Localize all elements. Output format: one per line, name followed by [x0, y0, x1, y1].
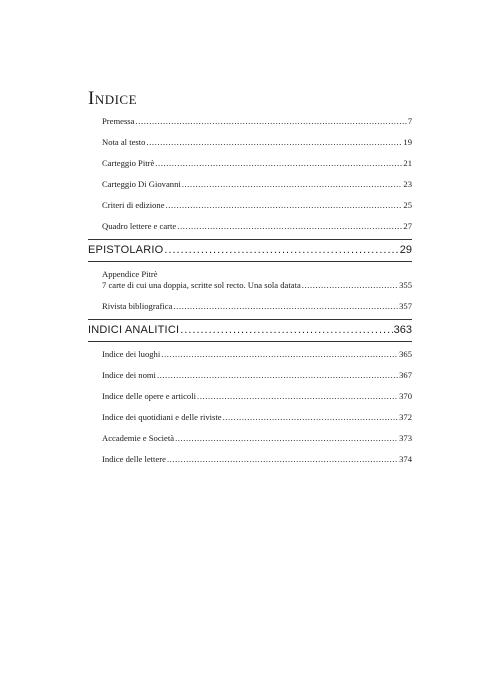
toc-section-page: 29: [399, 244, 412, 256]
toc-entry-page: 374: [399, 454, 412, 464]
toc-entry-appendice-pitre[interactable]: [102, 269, 412, 291]
toc-entry-criteri-di-edizione[interactable]: [102, 200, 412, 211]
toc-entry-label: Indice dei luoghi: [102, 349, 161, 359]
leader-dots: [180, 324, 392, 337]
toc-section-label: EPISTOLARIO: [88, 244, 164, 256]
toc-entry-label: Carteggio Di Giovanni: [102, 179, 181, 189]
toc-entry-label: Indice delle opere e articoli: [102, 391, 197, 401]
table-of-contents: [88, 88, 412, 465]
leader-dots: [302, 280, 398, 291]
toc-entry-carteggio-di-giovanni[interactable]: [102, 179, 412, 190]
leader-dots: [173, 301, 398, 312]
toc-section-indici-analitici[interactable]: [88, 324, 412, 337]
leader-dots: [155, 158, 402, 169]
toc-entry-label: Rivista bibliografica: [102, 301, 173, 311]
toc-entry-indice-luoghi[interactable]: [102, 349, 412, 360]
toc-section-epistolario[interactable]: [88, 244, 412, 257]
toc-entry-indice-quotidiani[interactable]: [102, 412, 412, 423]
toc-entry-page: 372: [399, 412, 412, 422]
toc-entry-rivista-bibliografica[interactable]: [102, 301, 412, 312]
toc-entry-page: 7: [407, 116, 412, 126]
toc-entry-page: 357: [399, 301, 412, 311]
toc-entry-label: Accademie e Società: [102, 433, 175, 443]
toc-entry-label: Criteri di edizione: [102, 200, 165, 210]
toc-entry-page: 19: [403, 137, 412, 147]
toc-entry-page: 367: [399, 370, 412, 380]
leader-dots: [177, 221, 402, 232]
toc-entry-indice-nomi[interactable]: [102, 370, 412, 381]
toc-entry-label: Indice delle lettere: [102, 454, 166, 464]
page-title: Indice: [88, 88, 138, 109]
toc-entry-label: Premessa: [102, 116, 135, 126]
leader-dots: [175, 433, 398, 444]
toc-entry-carteggio-pitre[interactable]: [102, 158, 412, 169]
leader-dots: [182, 179, 403, 190]
leader-dots: [157, 370, 398, 381]
toc-entry-page: 25: [403, 200, 412, 210]
toc-entry-label: Carteggio Pitrè: [102, 158, 155, 168]
toc-entry-label: Indice dei quotidiani e delle riviste: [102, 412, 222, 422]
toc-entry-nota-al-testo[interactable]: [102, 137, 412, 148]
leader-dots: [167, 454, 398, 465]
leader-dots: [166, 200, 403, 211]
toc-entry-sublabel: 7 carte di cui una doppia, scritte sol recto. Una sola datata: [102, 280, 301, 290]
toc-entry-label: Appendice Pitrè: [102, 269, 158, 279]
toc-entry-indice-opere[interactable]: [102, 391, 412, 402]
toc-entry-label: Nota al testo: [102, 137, 146, 147]
leader-dots: [223, 412, 399, 423]
toc-entry-page: 370: [399, 391, 412, 401]
leader-dots: [161, 349, 398, 360]
toc-entry-page: 365: [399, 349, 412, 359]
toc-entry-label: Quadro lettere e carte: [102, 221, 177, 231]
toc-entry-page: 373: [399, 433, 412, 443]
toc-entry-page: 355: [399, 280, 412, 290]
toc-entry-page: 27: [403, 221, 412, 231]
toc-entry-label: Indice dei nomi: [102, 370, 156, 380]
toc-section-page: 363: [393, 324, 412, 336]
toc-entry-page: 21: [403, 158, 412, 168]
toc-entry-page: 23: [403, 179, 412, 189]
leader-dots: [135, 116, 406, 127]
leader-dots: [164, 244, 398, 257]
toc-entry-accademie[interactable]: [102, 433, 412, 444]
toc-entry-indice-lettere[interactable]: [102, 454, 412, 465]
toc-entry-quadro-lettere[interactable]: [102, 221, 412, 232]
toc-section-label: INDICI ANALITICI: [88, 324, 180, 336]
leader-dots: [146, 137, 402, 148]
toc-entry-premessa[interactable]: [102, 116, 412, 127]
leader-dots: [197, 391, 398, 402]
